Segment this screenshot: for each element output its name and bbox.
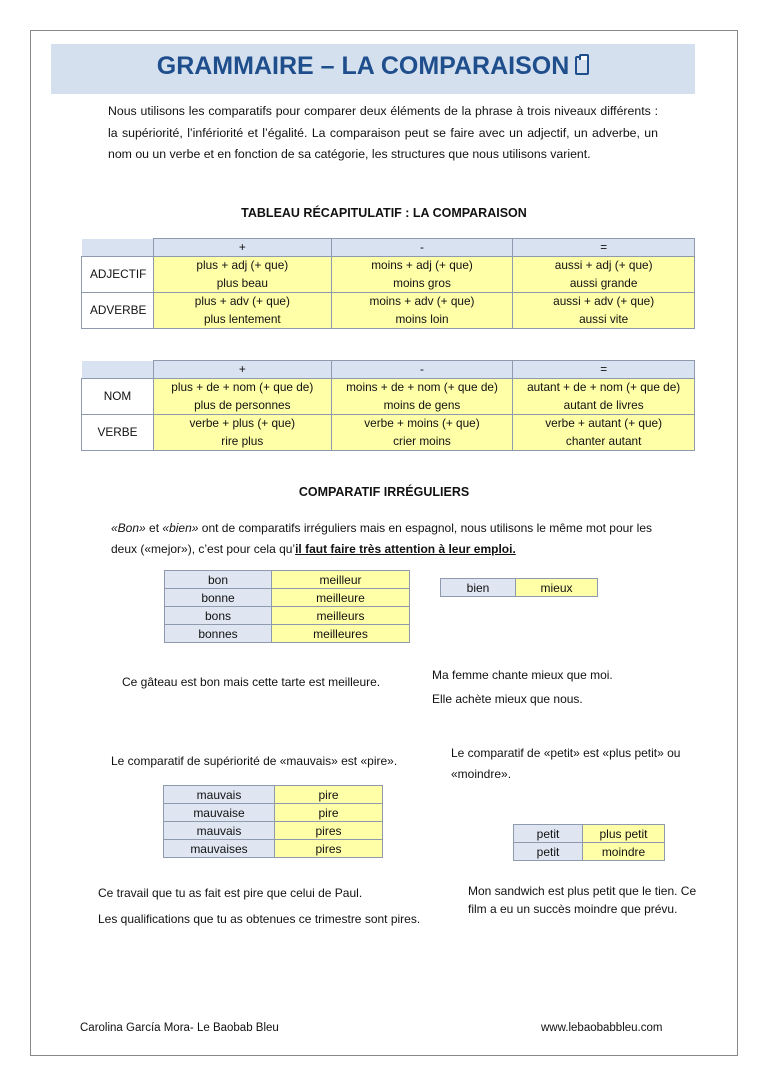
- example: moins gros: [393, 275, 451, 290]
- mauvais-example-1: Ce travail que tu as fait est pire que celui de Paul.: [98, 886, 363, 900]
- example: aussi grande: [569, 275, 638, 290]
- comparison-table-adj-adv: [81, 238, 695, 329]
- formula: verbe + plus (+ que): [189, 416, 296, 430]
- formula: aussi + adv (+ que): [553, 294, 655, 308]
- formula: verbe + moins (+ que): [364, 416, 480, 430]
- formula: autant + de + nom (+ que de): [527, 380, 681, 394]
- footer-website[interactable]: www.lebaobabbleu.com: [541, 1022, 663, 1034]
- header-equal: =: [513, 361, 695, 379]
- formula: verbe + autant (+ que): [545, 416, 663, 430]
- example: moins de gens: [383, 397, 461, 412]
- petit-example: Mon sandwich est plus petit que le tien. Ce film a eu un succès moindre que prévu.: [468, 884, 697, 916]
- petit-text: Le comparatif de «petit» est «plus petit» ou «moindre».: [451, 746, 681, 781]
- mauvais-table: mauvais pire mauvaise pire mauvais pires mauvaises pires: [163, 785, 383, 858]
- clipboard-icon: [575, 56, 589, 75]
- bon-table: bon meilleur bonne meilleure bons meilleurs bonnes meilleures: [164, 570, 410, 643]
- example: crier moins: [393, 433, 451, 448]
- bien-example-2: Elle achète mieux que nous.: [432, 692, 583, 706]
- formula: aussi + adj (+ que): [554, 258, 653, 272]
- mauvais-text: Le comparatif de supériorité de «mauvais» est «pire».: [111, 754, 398, 768]
- bon-example: Ce gâteau est bon mais cette tarte est meilleure.: [122, 675, 381, 689]
- bien-table: bien mieux: [440, 578, 598, 597]
- irregular-intro: «Bon» et «bien» ont de comparatifs irréguliers mais en espagnol, nous utilisons le même mot pour les deux («mejor»), c’est pour cela qu’il faut faire très attention à leur emploi.: [111, 521, 652, 556]
- header-equal: =: [513, 239, 695, 257]
- mauvais-example-2: Les qualifications que tu as obtenues ce trimestre sont pires.: [98, 912, 421, 926]
- formula: moins + adv (+ que): [369, 294, 475, 308]
- intro-paragraph: Nous utilisons les comparatifs pour comparer deux éléments de la phrase à trois niveaux différents : la supériorité, l’infériorité et l’égalité. La comparaison peut se faire avec un adjectif, un adverbe, un nom ou un verbe et en fonction de sa catégorie, les structures que nous utilisons varient.: [108, 104, 658, 162]
- comparison-table-nom-verbe: [81, 360, 695, 451]
- header-minus: -: [331, 361, 513, 379]
- irregular-heading: COMPARATIF IRRÉGULIERS: [298, 485, 470, 499]
- formula: plus + adv (+ que): [194, 294, 290, 308]
- row-label: ADJECTIF: [82, 257, 154, 293]
- formula: moins + de + nom (+ que de): [346, 380, 498, 394]
- example: autant de livres: [563, 397, 644, 412]
- formula: plus + de + nom (+ que de): [171, 380, 314, 394]
- page-title: GRAMMAIRE – LA COMPARAISON: [51, 52, 695, 81]
- header-plus: +: [153, 239, 331, 257]
- example: chanter autant: [565, 433, 642, 448]
- footer-author: Carolina García Mora- Le Baobab Bleu: [80, 1022, 279, 1034]
- example: rire plus: [221, 433, 264, 448]
- formula: plus + adj (+ que): [196, 258, 289, 272]
- header-minus: -: [331, 239, 513, 257]
- formula: moins + adj (+ que): [371, 258, 473, 272]
- header-plus: +: [153, 361, 331, 379]
- row-label: ADVERBE: [82, 293, 154, 329]
- example: plus lentement: [203, 311, 281, 326]
- emphasis-warning: il faut faire très attention à leur emploi.: [295, 542, 516, 556]
- petit-table: petit plus petit petit moindre: [513, 824, 665, 861]
- row-label: VERBE: [82, 415, 154, 451]
- example: plus de personnes: [194, 397, 291, 412]
- example: moins loin: [395, 311, 449, 326]
- recap-heading: TABLEAU RÉCAPITULATIF : LA COMPARAISON: [241, 206, 527, 220]
- row-label: NOM: [82, 379, 154, 415]
- example: aussi vite: [579, 311, 629, 326]
- bien-example-1: Ma femme chante mieux que moi.: [432, 668, 613, 682]
- example: plus beau: [216, 275, 268, 290]
